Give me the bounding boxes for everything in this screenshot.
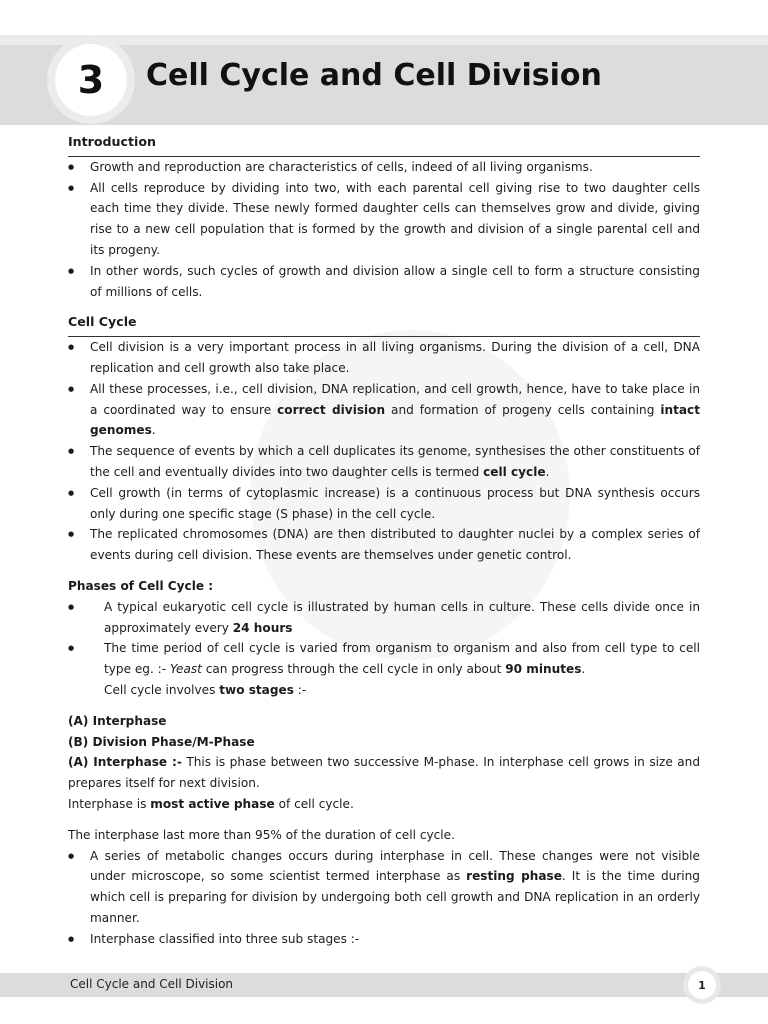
interphase-definition: (A) Interphase :- This is phase between two successive M-phase. In interphase cell grows in size and prepares itself for next division.	[68, 755, 700, 791]
list-item: ● Interphase classified into three sub stages :-	[68, 929, 700, 950]
cell-cycle-heading: Cell Cycle	[68, 312, 700, 337]
list-item: ● Cell division is a very important process in all living organisms. During the division of a cell, DNA replication and cell growth also take place.	[68, 337, 700, 379]
chapter-title: Cell Cycle and Cell Division	[146, 58, 602, 93]
footer-title: Cell Cycle and Cell Division	[70, 977, 234, 991]
chapter-number: 3	[55, 44, 127, 116]
list-item: ● Growth and reproduction are characteristics of cells, indeed of all living organisms.	[68, 157, 700, 178]
list-item: ● Cell growth (in terms of cytoplasmic increase) is a continuous process but DNA synthesis occurs only during one specific stage (S phase) in the cell cycle.	[68, 483, 700, 525]
introduction-heading: Introduction	[68, 132, 700, 157]
phases-heading: Phases of Cell Cycle :	[68, 578, 214, 593]
page-number: 1	[688, 971, 716, 999]
list-item: ● A series of metabolic changes occurs during interphase in cell. These changes were not visible under microscope, so some scientist termed interphase as resting phase. It is the time during which cell is preparing for division by undergoing both cell growth and DNA replication in an orderly manner.	[68, 846, 700, 929]
list-item: ● In other words, such cycles of growth and division allow a single cell to form a structure consisting of millions of cells.	[68, 261, 700, 303]
list-item: ● A typical eukaryotic cell cycle is illustrated by human cells in culture. These cells divide once in approximately every 24 hours	[68, 597, 700, 639]
introduction-list	[68, 157, 700, 303]
list-item: ● The time period of cell cycle is varied from organism to organism and also from cell type to cell type eg. :- Yeast can progress through the cell cycle in only about 90 minutes. Cell cycle involves two stages :-	[68, 638, 700, 700]
cell-cycle-list	[68, 337, 700, 566]
interphase-duration: The interphase last more than 95% of the duration of cell cycle.	[68, 827, 455, 842]
interphase-active-note: Interphase is most active phase of cell cycle.	[68, 796, 354, 811]
list-item: ● All cells reproduce by dividing into two, with each parental cell giving rise to two daughter cells each time they divide. These newly formed daughter cells can themselves grow and divide, giving rise to a new cell population that is formed by the growth and division of a single parental cell and its progeny.	[68, 178, 700, 261]
interphase-list	[68, 846, 700, 950]
list-item: ● The sequence of events by which a cell duplicates its genome, synthesises the other constituents of the cell and eventually divides into two daughter cells is termed cell cycle.	[68, 441, 700, 483]
stage-b-label: (B) Division Phase/M-Phase	[68, 734, 255, 749]
list-item: ● All these processes, i.e., cell division, DNA replication, and cell growth, hence, have to take place in a coordinated way to ensure correct division and formation of progeny cells containing intact genomes.	[68, 379, 700, 441]
stage-a-label: (A) Interphase	[68, 713, 167, 728]
page-content	[68, 128, 700, 949]
phases-list	[68, 597, 700, 701]
list-item: ● The replicated chromosomes (DNA) are then distributed to daughter nuclei by a complex series of events during cell division. These events are themselves under genetic control.	[68, 524, 700, 566]
